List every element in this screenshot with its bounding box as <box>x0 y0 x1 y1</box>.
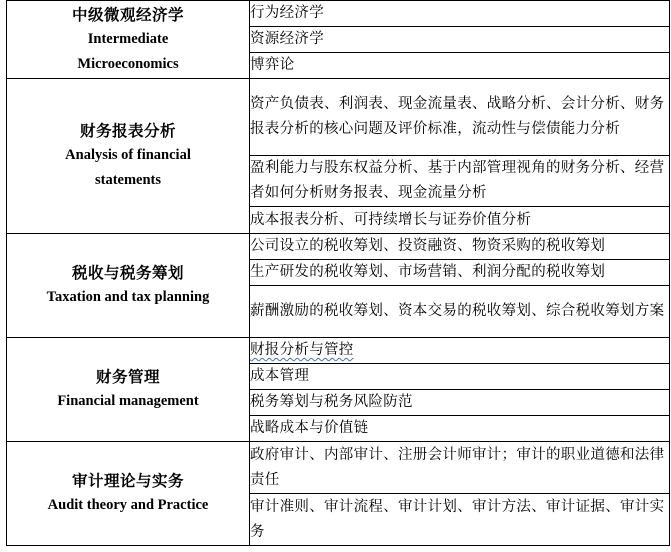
course-title-en: Taxation and tax planning <box>46 289 210 305</box>
course-title-cn: 审计理论与实务 <box>71 472 184 490</box>
course-title-en: Microeconomics <box>77 55 179 72</box>
course-title-en: Financial management <box>57 393 199 409</box>
topic-cell: 生产研发的税收筹划、市场营销、利润分配的税收筹划 <box>250 260 670 286</box>
topic-cell: 行为经济学 <box>250 1 670 27</box>
topic-cell: 资源经济学 <box>250 27 670 53</box>
topic-cell: 成本管理 <box>250 364 670 390</box>
topic-cell: 博弈论 <box>250 53 670 79</box>
course-name-cell <box>7 1 250 79</box>
course-title-cn: 财务管理 <box>95 368 160 386</box>
course-name-cell <box>7 234 250 338</box>
topic-cell: 成本报表分析、可持续增长与证券价值分析 <box>250 207 670 234</box>
topic-cell: 政府审计、内部审计、注册会计师审计；审计的职业道德和法律责任 <box>250 442 670 494</box>
topic-cell: 薪酬激励的税收筹划、资本交易的税收筹划、综合税收筹划方案 <box>250 286 670 338</box>
course-title-cn: 中级微观经济学 <box>71 5 184 24</box>
course-table <box>6 0 670 546</box>
topic-cell: 战略成本与价值链 <box>250 416 670 442</box>
topic-cell: 盈利能力与股东权益分析、基于内部管理视角的财务分析、经营者如何分析财务报表、现金流量分析 <box>250 156 670 207</box>
topic-cell: 审计准则、审计流程、审计计划、审计方法、审计证据、审计实务 <box>250 494 670 546</box>
topic-cell: 资产负债表、利润表、现金流量表、战略分析、会计分析、财务报表分析的核心问题及评价标准，流动性与偿债能力分析 <box>250 79 670 156</box>
course-name-cell <box>7 442 250 546</box>
course-title-en: Analysis of financial <box>65 147 191 163</box>
topic-cell: 税务筹划与税务风险防范 <box>250 390 670 416</box>
course-title-cn: 财务报表分析 <box>79 122 176 140</box>
table-row <box>7 1 670 27</box>
table-row <box>7 442 670 494</box>
table-row <box>7 338 670 364</box>
course-name-cell <box>7 79 250 234</box>
topic-text: 财报分析与管控 <box>250 342 354 358</box>
table-row <box>7 234 670 260</box>
topic-cell: 公司设立的税收筹划、投资融资、物资采购的税收筹划 <box>250 234 670 260</box>
course-title-en: statements <box>94 172 162 188</box>
topic-cell <box>250 338 670 364</box>
course-title-en: Audit theory and Practice <box>47 497 209 513</box>
course-title-en: Intermediate <box>87 30 169 47</box>
table-row <box>7 79 670 156</box>
course-name-cell <box>7 338 250 442</box>
course-title-cn: 税收与税务筹划 <box>71 264 184 282</box>
